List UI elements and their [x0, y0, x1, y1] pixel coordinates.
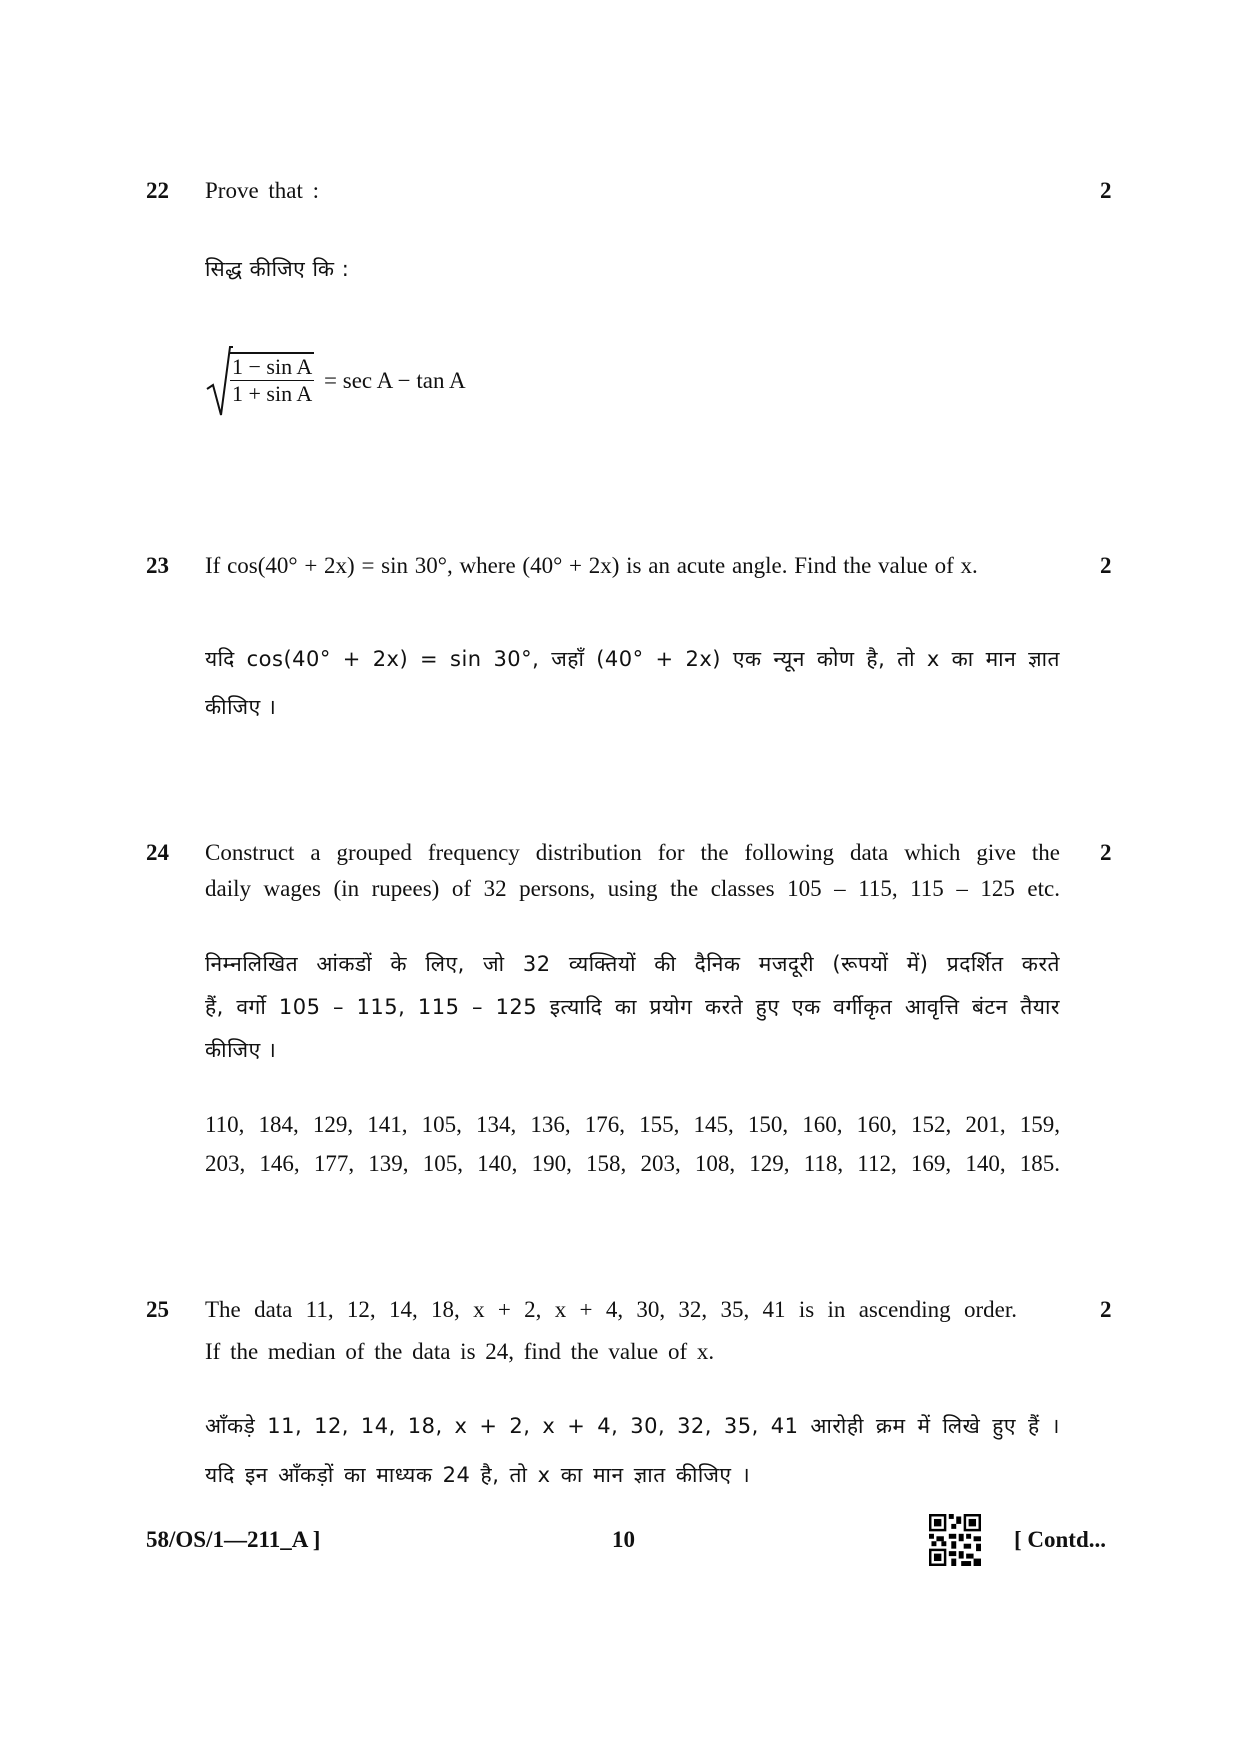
page-number: 10: [612, 1527, 635, 1552]
question-text: Prove that :: [205, 178, 320, 203]
question-text: If cos(40° + 2x) = sin 30°, where (40° + 2x) is an acute angle. Find the value of x.: [205, 553, 978, 578]
question-text: If the median of the data is 24, find the value of x.: [205, 1339, 715, 1364]
qr-code-icon: [929, 1514, 981, 1566]
data-values: 203, 146, 177, 139, 105, 140, 190, 158, 203, 108, 129, 118, 112, 169, 140, 185.: [205, 1151, 1060, 1176]
question-text-hindi: निम्नलिखित आंकडों के लिए, जो 32 व्यक्तियों की दैनिक मजदूरी (रूपयों में) प्रदर्शित करते: [205, 952, 1060, 976]
question-number: 23: [146, 553, 169, 578]
continued-label: [ Contd...: [1014, 1527, 1107, 1552]
question-text-hindi: यदि इन आँकड़ों का माध्यक 24 है, तो x का मान ज्ञात कीजिए ।: [205, 1463, 751, 1487]
denominator: 1 + sin A: [232, 380, 313, 406]
question-number: 24: [146, 840, 169, 865]
question-number: 25: [146, 1297, 169, 1322]
question-text-hindi: आँकड़े 11, 12, 14, 18, x + 2, x + 4, 30, 32, 35, 41 आरोही क्रम में लिखे हुए हैं ।: [205, 1414, 1060, 1438]
question-text: Construct a grouped frequency distribution for the following data which give the: [205, 840, 1060, 865]
marks: 2: [1100, 1297, 1112, 1322]
question-text-hindi: सिद्ध कीजिए कि :: [205, 257, 350, 281]
formula: [205, 345, 466, 417]
question-text-hindi: हैं, वर्गो 105 – 115, 115 – 125 इत्यादि का प्रयोग करते हुए एक वर्गीकृत आवृत्ति बंटन तैयार: [205, 995, 1060, 1019]
formula-rhs: = sec A − tan A: [324, 368, 466, 393]
question-text: The data 11, 12, 14, 18, x + 2, x + 4, 30, 32, 35, 41 is in ascending order.: [205, 1297, 1017, 1322]
numerator: 1 − sin A: [232, 353, 313, 379]
question-text-hindi: कीजिए ।: [205, 1038, 277, 1062]
marks: 2: [1100, 840, 1112, 865]
question-text-hindi: यदि cos(40° + 2x) = sin 30°, जहाँ (40° + 2x) एक न्यून कोण है, तो x का मान ज्ञात: [205, 647, 1060, 671]
question-text: daily wages (in rupees) of 32 persons, using the classes 105 – 115, 115 – 125 etc.: [205, 876, 1060, 901]
marks: 2: [1100, 553, 1112, 578]
data-values: 110, 184, 129, 141, 105, 134, 136, 176, 155, 145, 150, 160, 160, 152, 201, 159,: [205, 1112, 1060, 1137]
sqrt-sign-icon: [205, 345, 233, 417]
paper-code: 58/OS/1—211_A ]: [146, 1527, 321, 1552]
marks: 2: [1100, 178, 1112, 203]
question-text-hindi: कीजिए ।: [205, 695, 277, 719]
question-number: 22: [146, 178, 169, 203]
